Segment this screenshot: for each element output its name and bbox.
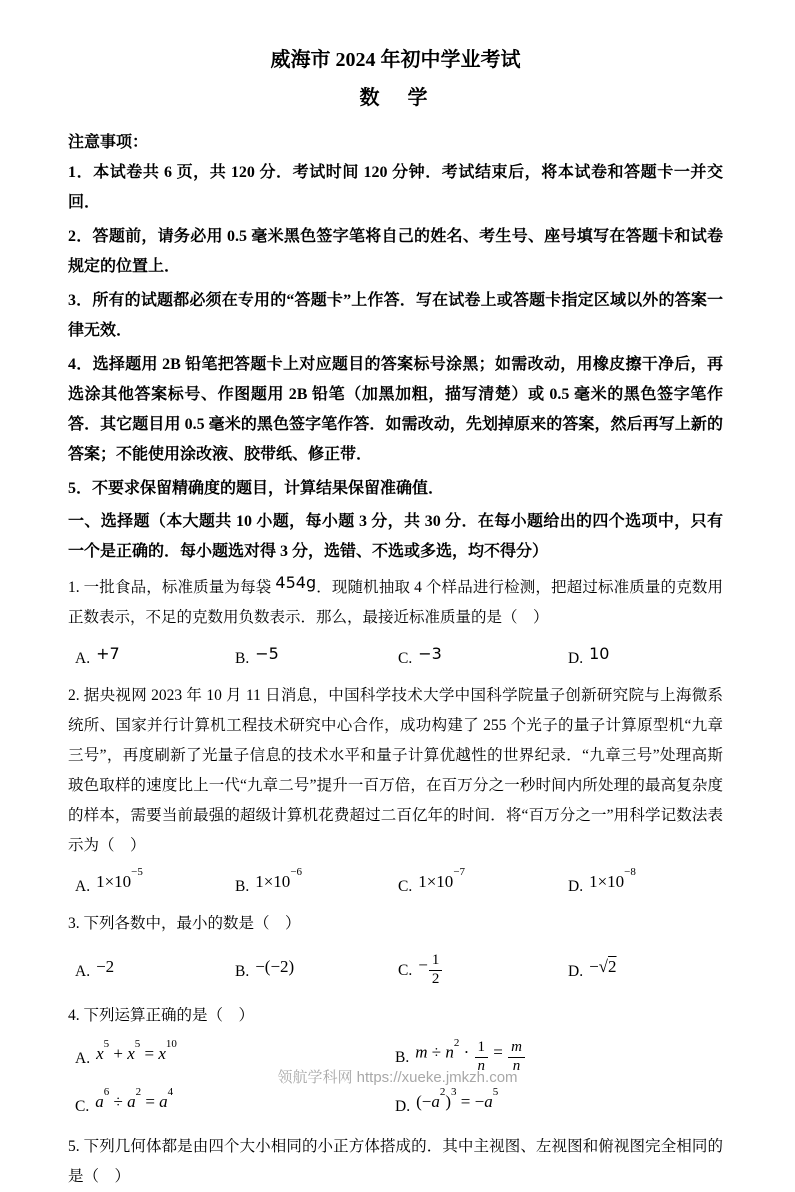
notice-item-2: 2．答题前，请务必用 0.5 毫米黑色签字笔将自己的姓名、考生号、座号填写在答题卡和试卷规定的位置上．	[68, 228, 723, 275]
option-value: 10	[589, 644, 610, 663]
question-3-options	[68, 946, 723, 996]
option-label: D.	[395, 1098, 411, 1115]
q2-option-a	[75, 866, 235, 896]
question-1-text-before: 1. 一批食品，标准质量为每袋	[68, 579, 272, 596]
exam-subject: 数 学	[359, 87, 432, 109]
option-label: B.	[235, 650, 250, 667]
option-value: $(-a^2)^3 = -a^5$	[416, 1086, 499, 1111]
option-value: −√2	[589, 957, 617, 976]
notice-item-1: 1．本试卷共 6 页，共 120 分．考试时间 120 分钟．考试结束后，将本试卷和答题卡一并交回．	[68, 164, 723, 211]
option-value: $1\times 10^{-6}$	[255, 866, 303, 891]
q4-option-a	[75, 1038, 395, 1068]
q1-option-d	[568, 644, 723, 668]
option-value: −5	[255, 644, 279, 663]
question-4-options-row-2	[68, 1085, 723, 1127]
question-3: 3. 下列各数中，最小的数是（ ）	[68, 915, 301, 932]
option-value: $1\times 10^{-7}$	[418, 866, 466, 891]
q3-option-d	[568, 957, 723, 981]
question-4: 4. 下列运算正确的是（ ）	[68, 1007, 255, 1024]
option-label: D.	[568, 963, 584, 980]
option-label: B.	[395, 1048, 410, 1066]
option-label: C.	[398, 961, 413, 979]
q2-option-d	[568, 866, 723, 896]
option-label: D.	[568, 878, 584, 895]
notice-item-3: 3．所有的试题都必须在专用的“答题卡”上作答．写在试卷上或答题卡指定区域以外的答案一律无效．	[68, 292, 723, 339]
exam-title: 威海市 2024 年初中学业考试	[270, 49, 521, 71]
option-value: $1\times 10^{-5}$	[96, 866, 143, 891]
q2-option-c	[398, 866, 568, 896]
question-1-inline-formula: 454g	[275, 573, 317, 592]
q1-option-a	[75, 644, 235, 668]
option-value: $a^6 \div a^2 = a^4$	[95, 1086, 174, 1111]
notice-item-5: 5．不要求保留精确度的题目，计算结果保留准确值．	[68, 480, 445, 497]
option-label: A.	[75, 1050, 91, 1067]
question-5: 5. 下列几何体都是由四个大小相同的小正方体搭成的．其中主视图、左视图和俯视图完全相同的是（ ）	[68, 1138, 723, 1185]
q4-option-c	[75, 1086, 395, 1116]
option-label: C.	[398, 878, 413, 895]
q1-option-c	[398, 644, 568, 668]
question-1-options	[68, 640, 723, 676]
question-1-text-after: ．现随机抽取 4 个样品进行检测，把超过标准质量的克数用正数表示，不足的克数用负数表示．那么，最接近标准质量的是（ ）	[68, 579, 723, 626]
site-watermark: 领航学科网 https://xueke.jmkzh.com	[277, 1069, 518, 1086]
option-label: C.	[75, 1098, 90, 1115]
option-value: $m \div n^2$ · $\frac{1}{n}$ = $\frac{m}{n}$	[415, 1036, 526, 1072]
question-1	[68, 572, 723, 633]
q3-option-c	[398, 953, 568, 989]
option-value: − $\frac{1}{2}$	[418, 949, 443, 985]
option-value: $x^5 + x^5 = x^{10}$	[96, 1038, 177, 1063]
option-value: −2	[96, 957, 115, 976]
option-label: A.	[75, 650, 91, 667]
notice-heading: 注意事项：	[68, 134, 149, 151]
option-label: B.	[235, 963, 250, 980]
question-2: 2. 据央视网 2023 年 10 月 11 日消息，中国科学技术大学中国科学院量子创新研究院与上海微系统所、国家并行计算机工程技术研究中心合作，成功构建了 255 个光子的量子计算原型机“九章三号”，再度刷新了光量子信息的技术水平和量子计算优越性的世界纪录．“九章三号”处理高斯玻色取样的速度比上一代“九章二号”提升一百万倍，在百万分之一秒时间内所处理的最高复杂度的样本，需要当前最强的超级计算机花费超过二百亿年的时间．将“百万分之一”用科学记数法表示为（ ）	[68, 687, 723, 854]
section-1-heading: 一、选择题（本大题共 10 小题，每小题 3 分，共 30 分．在每小题给出的四个选项中，只有一个是正确的．每小题选对得 3 分，选错、不选或多选，均不得分）	[68, 513, 723, 560]
option-value: +7	[96, 644, 120, 663]
option-label: D.	[568, 650, 584, 667]
option-label: B.	[235, 878, 250, 895]
option-value: $1\times 10^{-8}$	[589, 866, 636, 891]
q4-option-d	[395, 1086, 723, 1116]
q3-option-a	[75, 957, 235, 981]
q2-option-b	[235, 866, 398, 896]
q1-option-b	[235, 644, 398, 668]
option-label: A.	[75, 963, 91, 980]
option-label: A.	[75, 878, 91, 895]
option-value: −(−2)	[255, 957, 295, 976]
notice-item-4: 4．选择题用 2B 铅笔把答题卡上对应题目的答案标号涂黑；如需改动，用橡皮擦干净后，再选涂其他答案标号、作图题用 2B 铅笔（加黑加粗，描写清楚）或 0.5 毫米的黑色签字笔作答．其它题目用 0.5 毫米的黑色签字笔作答．如需改动，先划掉原来的答案，然后再写上新的答案；不能使用涂改液、胶带纸、修正带．	[68, 356, 723, 463]
q3-option-b	[235, 957, 398, 981]
question-2-options	[68, 868, 723, 904]
option-value: −3	[418, 644, 442, 663]
option-label: C.	[398, 650, 413, 667]
